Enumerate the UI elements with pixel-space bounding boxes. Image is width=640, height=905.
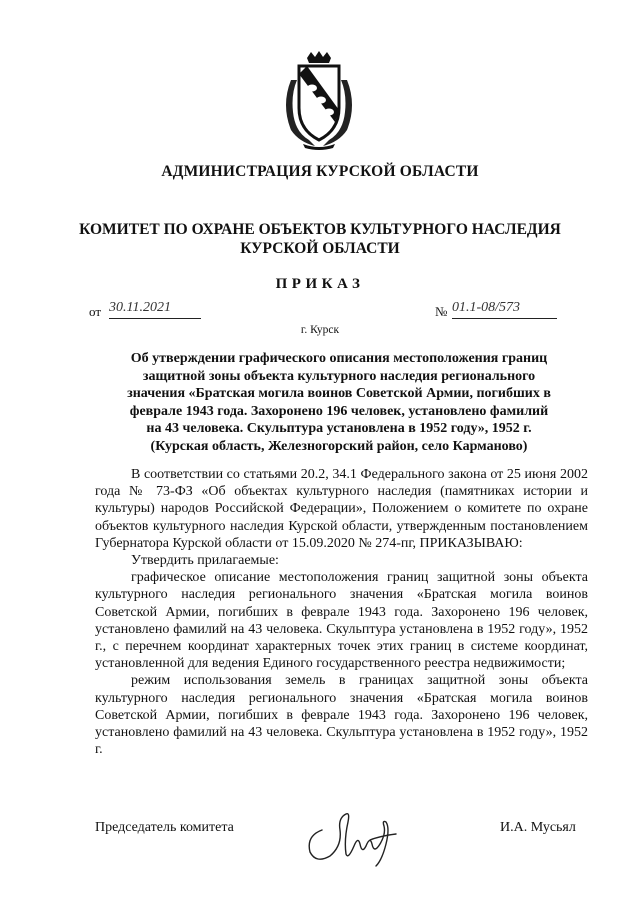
order-body bbox=[95, 466, 588, 758]
body-paragraph: Утвердить прилагаемые: bbox=[131, 553, 279, 569]
body-paragraph: графическое описание местоположения границ защитной зоны объекта культурного наследия регионального значения «Братская могила воинов Советской Армии, погибших в феврале 1943 года. Захоронено 196 человек, установлено фамилий на 43 человека. Скульптура установлена в 1952 году», 1952 г., с перечнем координат характерных точек этих границ в системе координат, установленной для ведения Единого государственного реестра недвижимости; bbox=[95, 570, 588, 672]
order-title-line: значения «Братская могила воинов Советской Армии, погибших в bbox=[127, 386, 551, 401]
handwritten-signature bbox=[300, 800, 410, 870]
order-title-line: феврале 1943 года. Захоронено 196 человек, установлено фамилий bbox=[129, 403, 549, 419]
order-title-line: (Курская область, Железногорский район, село Карманово) bbox=[150, 438, 528, 454]
order-title bbox=[90, 350, 588, 455]
committee-title-line: КУРСКОЙ ОБЛАСТИ bbox=[240, 240, 400, 257]
committee-title-line: КОМИТЕТ ПО ОХРАНЕ ОБЪЕКТОВ КУЛЬТУРНОГО НАСЛЕДИЯ bbox=[79, 221, 561, 238]
document-number-value: 01.1-08/573 bbox=[452, 300, 557, 319]
date-value: 30.11.2021 bbox=[109, 300, 201, 319]
date-label: от bbox=[89, 304, 102, 319]
signatory-position: Председатель комитета bbox=[95, 820, 234, 835]
number-label: № bbox=[435, 304, 448, 319]
city-label: г. Курск bbox=[300, 324, 340, 336]
administration-title: АДМИНИСТРАЦИЯ КУРСКОЙ ОБЛАСТИ bbox=[161, 163, 479, 180]
body-paragraph: В соответствии со статьями 20.2, 34.1 Федерального закона от 25 июня 2002 года № 73-ФЗ «Об объектах культурного наследия (памятниках истории и культуры) народов Российской Федерации», Положением о комитете по охране объектов культурного наследия Курской области, утвержденным постановлением Губернатора Курской области от 15.09.2020 № 274-пг, ПРИКАЗЫВАЮ: bbox=[95, 467, 588, 551]
body-paragraph: режим использования земель в границах защитной зоны объекта культурного наследия регионального значения «Братская могила воинов Советской Армии, погибших в феврале 1943 года. Захоронено 196 человек, установлено фамилий на 43 человека. Скульптура установлена в 1952 году», 1952 г. bbox=[95, 673, 588, 758]
document-type-heading: ПРИКАЗ bbox=[275, 276, 365, 292]
order-title-line: Об утверждении графического описания местоположения границ bbox=[130, 351, 548, 366]
coat-of-arms-emblem bbox=[277, 50, 361, 150]
order-title-line: на 43 человека. Скульптура установлена в 1952 году», 1952 г. bbox=[146, 421, 532, 436]
signatory-name: И.А. Мусьял bbox=[500, 820, 576, 835]
order-title-line: защитной зоны объекта культурного наследия регионального bbox=[142, 368, 536, 384]
committee-title bbox=[0, 220, 640, 258]
